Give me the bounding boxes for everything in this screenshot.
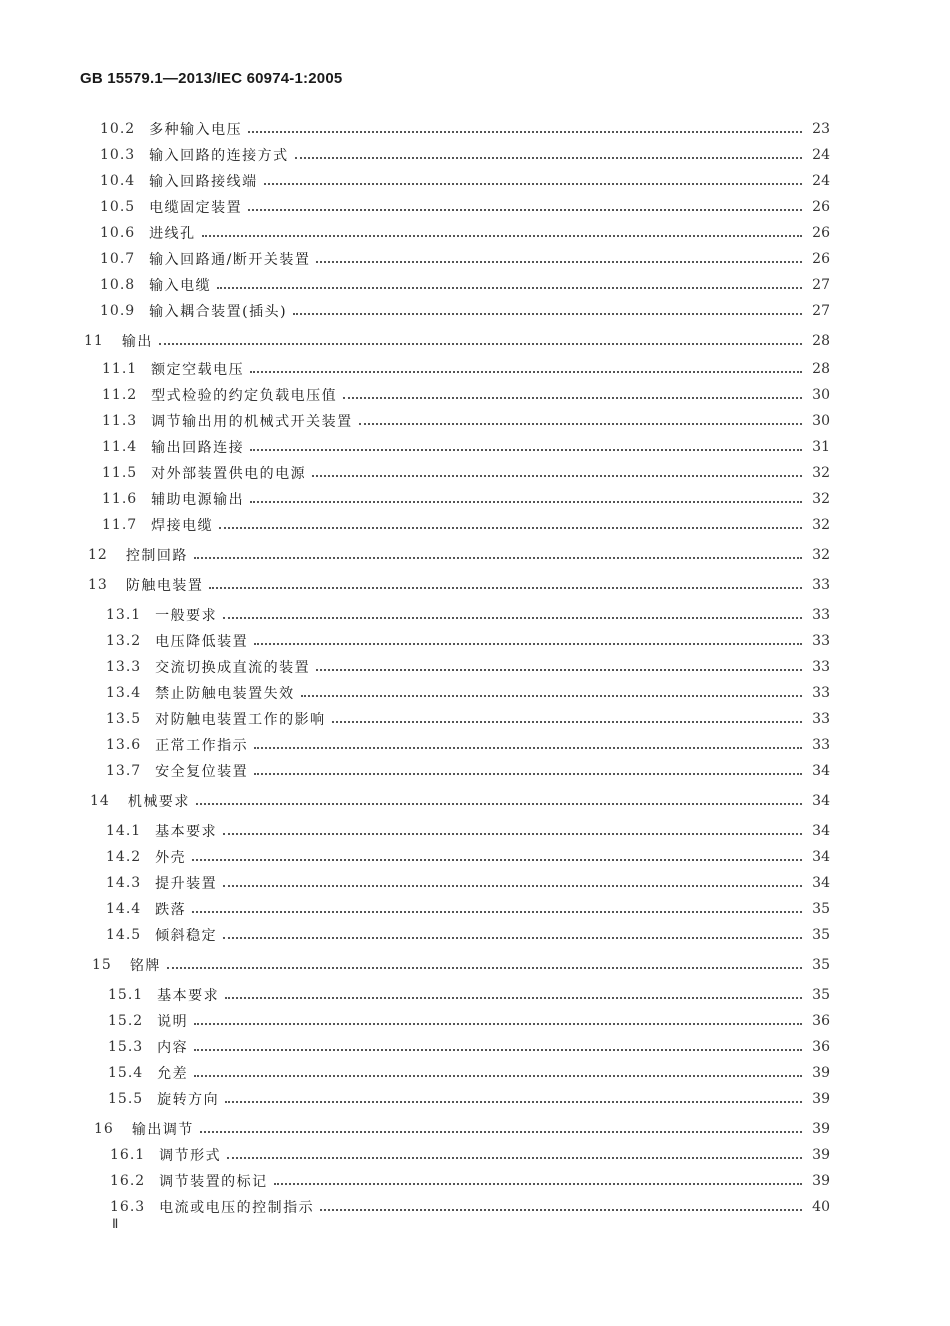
toc-leader-dots: [223, 833, 802, 835]
toc-entry-number: 10.7: [100, 251, 136, 267]
toc-leader-dots: [159, 343, 802, 345]
toc-section-entry[interactable]: [106, 820, 830, 842]
toc-entry-page: 33: [812, 577, 830, 593]
toc-entry-number: 15.3: [108, 1039, 144, 1055]
toc-leader-dots: [217, 287, 802, 289]
toc-leader-dots: [200, 1131, 802, 1133]
toc-leader-dots: [343, 397, 802, 399]
toc-entry-number: 16.2: [110, 1173, 146, 1189]
toc-entry-number: 10.6: [100, 225, 136, 241]
toc-entry-number: 15.4: [108, 1065, 144, 1081]
toc-entry-title: 基本要求: [155, 824, 218, 840]
toc-entry-title: 焊接电缆: [151, 518, 214, 534]
toc-entry-title: 铭牌: [129, 958, 161, 974]
toc-entry-number: 13.4: [106, 685, 142, 701]
toc-entry-title: 输入耦合装置(插头): [149, 304, 288, 320]
toc-section-entry[interactable]: [108, 1062, 830, 1084]
toc-chapter-entry[interactable]: [84, 330, 830, 352]
toc-entry-page: 33: [812, 607, 830, 623]
toc-leader-dots: [312, 475, 802, 477]
toc-leader-dots: [223, 937, 802, 939]
toc-entry-number: 14.4: [106, 901, 142, 917]
toc-chapter-entry[interactable]: [88, 574, 830, 596]
toc-entry-page: 28: [812, 361, 830, 377]
toc-entry-number: 13: [88, 577, 108, 593]
toc-entry-page: 35: [812, 957, 830, 973]
toc-entry-title: 额定空载电压: [151, 362, 245, 378]
toc-leader-dots: [359, 423, 802, 425]
toc-entry-number: 10.5: [100, 199, 136, 215]
toc-entry-number: 11.3: [102, 413, 138, 429]
toc-chapter-entry[interactable]: [92, 954, 830, 976]
toc-entry-number: 13.1: [106, 607, 142, 623]
toc-entry-page: 26: [812, 199, 830, 215]
toc-entry-title: 正常工作指示: [155, 738, 249, 754]
toc-entry-number: 11.1: [102, 361, 138, 377]
toc-chapter-entry[interactable]: [90, 790, 830, 812]
toc-entry-title: 外壳: [155, 850, 187, 866]
toc-entry-title: 一般要求: [155, 608, 218, 624]
toc-section-entry[interactable]: [106, 682, 830, 704]
toc-entry-title: 输入回路的连接方式: [149, 148, 289, 164]
toc-entry-page: 35: [812, 927, 830, 943]
toc-entry-page: 30: [812, 413, 830, 429]
toc-leader-dots: [192, 911, 802, 913]
toc-section-entry[interactable]: [100, 274, 830, 296]
toc-section-entry[interactable]: [106, 872, 830, 894]
toc-entry-page: 33: [812, 633, 830, 649]
toc-chapter-entry[interactable]: [88, 544, 830, 566]
toc-entry-page: 39: [812, 1091, 830, 1107]
toc-entry-title: 提升装置: [155, 876, 218, 892]
toc-entry-title: 输出调节: [131, 1122, 194, 1138]
toc-entry-number: 13.6: [106, 737, 142, 753]
toc-leader-dots: [248, 131, 802, 133]
toc-section-entry[interactable]: [106, 760, 830, 782]
toc-entry-number: 11.5: [102, 465, 138, 481]
toc-leader-dots: [301, 695, 802, 697]
toc-entry-title: 调节输出用的机械式开关装置: [151, 414, 353, 430]
toc-leader-dots: [254, 643, 802, 645]
toc-entry-number: 11.6: [102, 491, 138, 507]
toc-section-entry[interactable]: [102, 514, 830, 536]
toc-section-entry[interactable]: [108, 1088, 830, 1110]
toc-entry-title: 输入回路接线端: [149, 174, 258, 190]
toc-leader-dots: [194, 1075, 802, 1077]
toc-section-entry[interactable]: [102, 462, 830, 484]
toc-section-entry[interactable]: [106, 630, 830, 652]
toc-entry-page: 39: [812, 1173, 830, 1189]
toc-leader-dots: [202, 235, 802, 237]
toc-section-entry[interactable]: [100, 118, 830, 140]
toc-section-entry[interactable]: [102, 384, 830, 406]
toc-entry-page: 34: [812, 763, 830, 779]
toc-section-entry[interactable]: [106, 734, 830, 756]
page-number: Ⅱ: [112, 1216, 119, 1231]
toc-entry-number: 11: [84, 333, 104, 349]
toc-entry-page: 30: [812, 387, 830, 403]
toc-entry-page: 32: [812, 547, 830, 563]
toc-entry-number: 11.2: [102, 387, 138, 403]
toc-section-entry[interactable]: [106, 924, 830, 946]
toc-entry-number: 14.3: [106, 875, 142, 891]
toc-entry-title: 机械要求: [127, 794, 190, 810]
toc-entry-page: 23: [812, 121, 830, 137]
toc-entry-number: 16.3: [110, 1199, 146, 1215]
toc-entry-title: 允差: [157, 1066, 189, 1082]
toc-entry-page: 39: [812, 1147, 830, 1163]
toc-entry-number: 10.4: [100, 173, 136, 189]
toc-leader-dots: [293, 313, 802, 315]
toc-leader-dots: [320, 1209, 802, 1211]
toc-entry-page: 34: [812, 875, 830, 891]
toc-section-entry[interactable]: [108, 1010, 830, 1032]
toc-entry-title: 防触电装置: [125, 578, 204, 594]
toc-section-entry[interactable]: [102, 358, 830, 380]
toc-chapter-entry[interactable]: [94, 1118, 830, 1140]
toc-entry-number: 15.2: [108, 1013, 144, 1029]
toc-entry-page: 32: [812, 517, 830, 533]
document-header: GB 15579.1—2013/IEC 60974-1:2005: [80, 70, 343, 87]
toc-entry-page: 33: [812, 659, 830, 675]
toc-entry-title: 对防触电装置工作的影响: [155, 712, 326, 728]
toc-leader-dots: [223, 617, 802, 619]
toc-section-entry[interactable]: [102, 410, 830, 432]
toc-entry-title: 进线孔: [149, 226, 196, 242]
toc-entry-number: 11.7: [102, 517, 138, 533]
toc-leader-dots: [316, 669, 802, 671]
toc-section-entry[interactable]: [100, 144, 830, 166]
toc-leader-dots: [194, 1049, 802, 1051]
toc-leader-dots: [225, 1101, 802, 1103]
toc-entry-number: 15.5: [108, 1091, 144, 1107]
toc-section-entry[interactable]: [100, 248, 830, 270]
toc-entry-page: 28: [812, 333, 830, 349]
toc-entry-page: 33: [812, 737, 830, 753]
toc-section-entry[interactable]: [106, 898, 830, 920]
toc-leader-dots: [209, 587, 802, 589]
toc-leader-dots: [225, 997, 802, 999]
toc-entry-page: 40: [812, 1199, 830, 1215]
toc-leader-dots: [250, 501, 802, 503]
toc-leader-dots: [219, 527, 802, 529]
toc-entry-title: 电流或电压的控制指示: [159, 1200, 315, 1216]
toc-entry-page: 33: [812, 711, 830, 727]
toc-entry-title: 交流切换成直流的装置: [155, 660, 311, 676]
toc-leader-dots: [223, 885, 802, 887]
toc-section-entry[interactable]: [100, 222, 830, 244]
toc-entry-title: 辅助电源输出: [151, 492, 245, 508]
toc-entry-number: 14: [90, 793, 110, 809]
toc-entry-title: 多种输入电压: [149, 122, 243, 138]
toc-entry-number: 13.5: [106, 711, 142, 727]
toc-entry-title: 输出: [121, 334, 153, 350]
toc-section-entry[interactable]: [100, 196, 830, 218]
toc-entry-number: 16: [94, 1121, 114, 1137]
toc-entry-number: 13.7: [106, 763, 142, 779]
toc-section-entry[interactable]: [106, 604, 830, 626]
toc-entry-number: 12: [88, 547, 108, 563]
toc-entry-title: 型式检验的约定负载电压值: [151, 388, 338, 404]
toc-entry-title: 安全复位装置: [155, 764, 249, 780]
toc-entry-title: 输出回路连接: [151, 440, 245, 456]
toc-entry-page: 34: [812, 849, 830, 865]
toc-section-entry[interactable]: [108, 984, 830, 1006]
toc-leader-dots: [332, 721, 802, 723]
toc-leader-dots: [194, 1023, 802, 1025]
toc-entry-title: 调节形式: [159, 1148, 222, 1164]
toc-entry-page: 39: [812, 1121, 830, 1137]
toc-entry-title: 输入回路通/断开关装置: [149, 252, 311, 268]
toc-entry-page: 39: [812, 1065, 830, 1081]
toc-section-entry[interactable]: [110, 1170, 830, 1192]
toc-leader-dots: [194, 557, 802, 559]
toc-section-entry[interactable]: [106, 656, 830, 678]
toc-entry-number: 13.3: [106, 659, 142, 675]
toc-entry-number: 16.1: [110, 1147, 146, 1163]
toc-entry-title: 倾斜稳定: [155, 928, 218, 944]
toc-entry-title: 电压降低装置: [155, 634, 249, 650]
toc-leader-dots: [167, 967, 802, 969]
toc-entry-number: 10.9: [100, 303, 136, 319]
toc-entry-title: 基本要求: [157, 988, 220, 1004]
toc-entry-page: 32: [812, 465, 830, 481]
toc-entry-number: 13.2: [106, 633, 142, 649]
toc-section-entry[interactable]: [106, 708, 830, 730]
toc-leader-dots: [250, 371, 802, 373]
toc-entry-number: 14.2: [106, 849, 142, 865]
toc-entry-title: 跌落: [155, 902, 187, 918]
toc-leader-dots: [316, 261, 802, 263]
toc-entry-title: 旋转方向: [157, 1092, 220, 1108]
toc-section-entry[interactable]: [100, 300, 830, 322]
toc-leader-dots: [254, 747, 802, 749]
toc-entry-page: 36: [812, 1013, 830, 1029]
toc-leader-dots: [227, 1157, 802, 1159]
toc-entry-title: 说明: [157, 1014, 189, 1030]
toc-leader-dots: [254, 773, 802, 775]
toc-entry-page: 36: [812, 1039, 830, 1055]
toc-section-entry[interactable]: [108, 1036, 830, 1058]
toc-entry-page: 35: [812, 987, 830, 1003]
toc-entry-number: 10.3: [100, 147, 136, 163]
toc-leader-dots: [196, 803, 802, 805]
toc-leader-dots: [250, 449, 802, 451]
toc-leader-dots: [248, 209, 802, 211]
toc-section-entry[interactable]: [102, 436, 830, 458]
toc-entry-page: 24: [812, 147, 830, 163]
toc-entry-number: 11.4: [102, 439, 138, 455]
toc-entry-page: 35: [812, 901, 830, 917]
toc-entry-title: 输入电缆: [149, 278, 212, 294]
toc-section-entry[interactable]: [106, 846, 830, 868]
toc-entry-page: 26: [812, 225, 830, 241]
toc-entry-title: 控制回路: [125, 548, 188, 564]
toc-entry-title: 禁止防触电装置失效: [155, 686, 295, 702]
toc-entry-number: 14.1: [106, 823, 142, 839]
toc-section-entry[interactable]: [110, 1196, 830, 1218]
toc-entry-page: 31: [812, 439, 830, 455]
toc-entry-page: 34: [812, 793, 830, 809]
toc-leader-dots: [264, 183, 802, 185]
toc-leader-dots: [295, 157, 802, 159]
toc-entry-page: 27: [812, 303, 830, 319]
toc-section-entry[interactable]: [100, 170, 830, 192]
toc-entry-number: 15: [92, 957, 112, 973]
toc-entry-page: 27: [812, 277, 830, 293]
toc-entry-page: 26: [812, 251, 830, 267]
toc-entry-page: 33: [812, 685, 830, 701]
toc-entry-title: 内容: [157, 1040, 189, 1056]
toc-entry-title: 调节装置的标记: [159, 1174, 268, 1190]
toc-entry-number: 14.5: [106, 927, 142, 943]
toc-entry-title: 电缆固定装置: [149, 200, 243, 216]
toc-entry-title: 对外部装置供电的电源: [151, 466, 307, 482]
toc-entry-number: 10.2: [100, 121, 136, 137]
toc-entry-page: 24: [812, 173, 830, 189]
toc-section-entry[interactable]: [110, 1144, 830, 1166]
toc-entry-page: 32: [812, 491, 830, 507]
toc-entry-page: 34: [812, 823, 830, 839]
toc-leader-dots: [192, 859, 802, 861]
toc-entry-number: 15.1: [108, 987, 144, 1003]
toc-leader-dots: [274, 1183, 802, 1185]
toc-entry-number: 10.8: [100, 277, 136, 293]
toc-section-entry[interactable]: [102, 488, 830, 510]
